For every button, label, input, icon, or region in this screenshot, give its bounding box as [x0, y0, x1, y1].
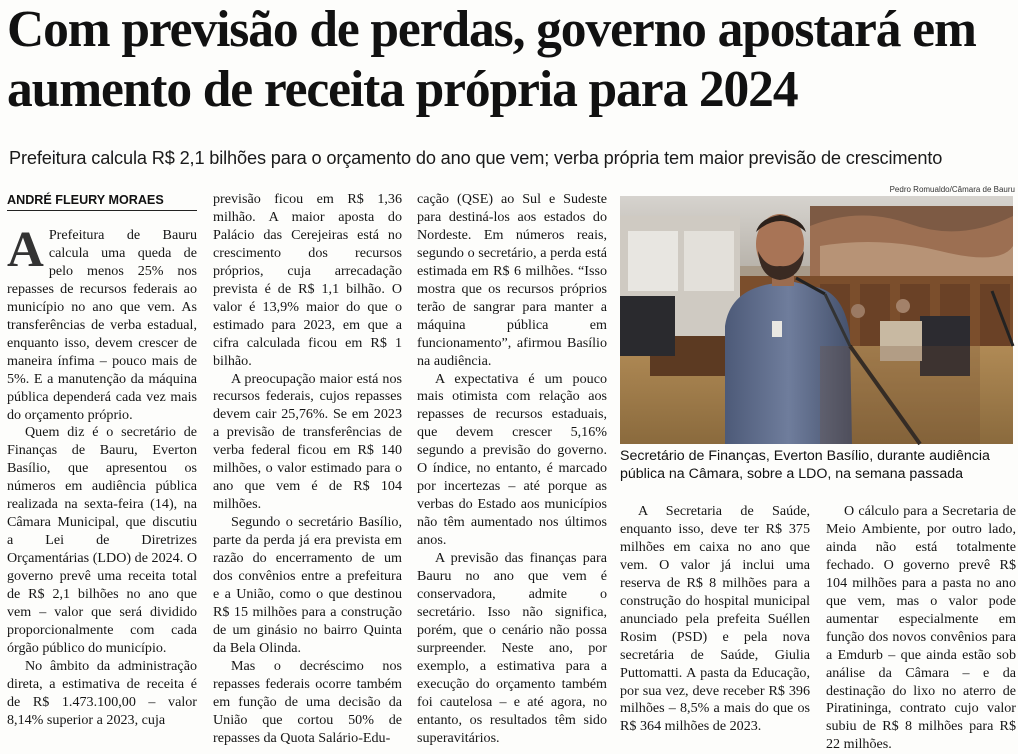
photo-credit: Pedro Romualdo/Câmara de Bauru	[889, 185, 1015, 194]
article-column-4	[620, 503, 810, 752]
subheadline: Prefeitura calcula R$ 2,1 bilhões para o orçamento do ano que vem; verba própria tem maior previsão de crescimento	[9, 148, 943, 168]
article-paragraph: Mas o decréscimo nos repasses federais ocorre também em função de uma decisão da União que cortou 50% de repasses da Quota Salário-Edu-	[213, 657, 402, 746]
headline: Com previsão de perdas, governo apostará em aumento de receita própria para 2024	[7, 1, 976, 118]
article-paragraph: previsão ficou em R$ 1,36 milhão. A maior aposta do Palácio das Cerejeiras está no crescimento dos recursos próprios, cuja arrecadação prevista é de R$ 1,1 bilhão. O valor é 13,9% maior do que o estimado para 2023, em que a cifra calculada ficou em R$ 1 bilhão.	[213, 191, 402, 369]
article-paragraph: A Secretaria de Saúde, enquanto isso, deve ter R$ 375 milhões em caixa no ano que vem. O valor já inclui uma reserva de R$ 8 milhões para a construção do hospital municipal anunciado pela prefeita Suéllen Rosim (PSD) e pela nova secretária de Saúde, Giulia Puttomatti. A pasta da Educação, por sua vez, deve receber R$ 396 milhões – 8,5% a mais do que os R$ 364 milhões de 2023.	[620, 503, 810, 735]
article-paragraph: cação (QSE) ao Sul e Sudeste para destiná-los aos estados do Nordeste. Em números reais, segundo o secretário, a perda está estimada em R$ 6 milhões. “Isso mostra que os recursos próprios terão de sangrar para manter a máquina pública em funcionamento”, afirmou Basílio na audiência.	[417, 191, 607, 369]
article-column-1	[7, 222, 197, 752]
article-paragraph: A previsão das finanças para Bauru no ano que vem é conservadora, admite o secretário. Isso não significa, porém, que o cenário não possa surpreender. Neste ano, por exemplo, a estimativa para a execução do orçamento também foi cautelosa – e até agora, no entanto, os resultados têm sido superavitários.	[417, 550, 607, 746]
article-column-2	[213, 191, 402, 752]
photo-caption: Secretário de Finanças, Everton Basílio, durante audiência pública na Câmara, sobre a LDO, na semana passada	[620, 448, 990, 482]
article-paragraph: A Prefeitura de Bauru calcula uma queda de pelo menos 25% nos repasses de recursos federais ao município no ano que vem. As transferências de verba estadual, enquanto isso, devem crescer de maneira ínfima – pouco mais de 5%. E a manutenção da máquina pública dependerá cada vez mais do orçamento próprio.	[7, 222, 197, 423]
article-paragraph: No âmbito da administração direta, a estimativa de receita é de R$ 1.473.100,00 – valor 8,14% superior a 2023, cuja	[7, 657, 197, 728]
drop-cap: A	[7, 222, 44, 278]
article-paragraph: Quem diz é o secretário de Finanças de Bauru, Everton Basílio, que apresentou os números em audiência pública realizada na sexta-feira (14), na Câmara Municipal, que discutiu a Lei de Diretrizes Orçamentárias (LDO) de 2024. O governo prevê uma receita total de R$ 2,1 bilhões no ano que vem – valor que será dividido proporcionalmente com cada órgão público do município.	[7, 424, 197, 656]
article-photo	[620, 196, 1013, 444]
article-column-3	[417, 191, 607, 746]
byline: ANDRÉ FLEURY MORAES	[7, 192, 197, 211]
article-paragraph: Segundo o secretário Basílio, parte da perda já era prevista em razão do encerramento de um dos convênios entre a prefeitura e a União, como o que destinou R$ 15 milhões para a construção de um ginásio no bairro Quinta da Bela Olinda.	[213, 514, 402, 656]
article-paragraph: A preocupação maior está nos recursos federais, cujos repasses devem cair 25,76%. Se em 2023 a previsão de transferências de verba federal ficou em R$ 140 milhões, o valor estimado para o ano que vem é de R$ 104 milhões.	[213, 370, 402, 513]
article-column-5	[826, 503, 1016, 752]
article-paragraph: O cálculo para a Secretaria de Meio Ambiente, por outro lado, ainda não está totalmente fechado. O governo prevê R$ 104 milhões para a pasta no ano que vem, mas o valor pode aumentar especialmente em função dos novos convênios para a Emdurb – que ainda estão sob análise da Câmara – e da destinação do lixo no aterro de Piratininga, contrato cujo valor subiu de R$ 8 milhões para R$ 22 milhões.	[826, 503, 1016, 753]
article-paragraph: A expectativa é um pouco mais otimista com relação aos repasses de recursos estaduais, que devem crescer 5,16% segundo a previsão do governo. O índice, no entanto, é marcado por incertezas – até porque as verbas do Estado aos municípios não têm aumentado nos últimos anos.	[417, 370, 607, 549]
